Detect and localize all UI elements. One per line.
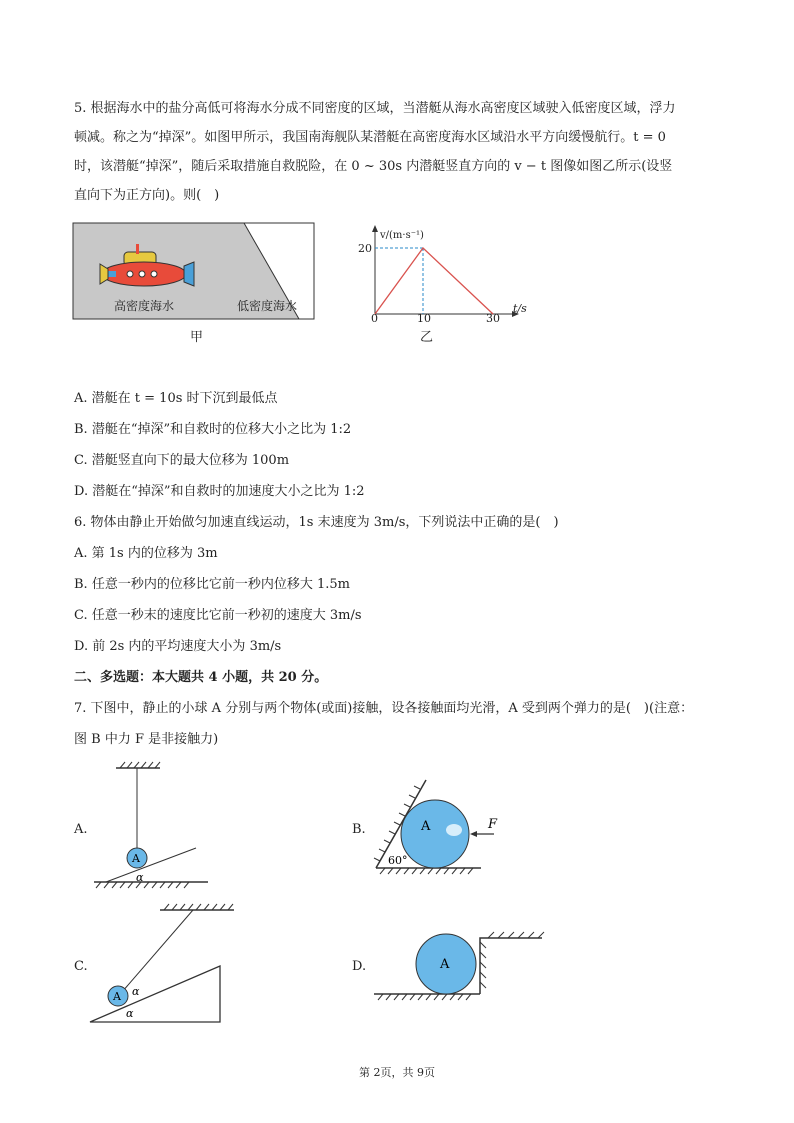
q6-option-b: B. 任意一秒内的位移比它前一秒内位移大 1.5m <box>74 577 350 592</box>
page-footer: 第 2页，共 9页 <box>359 1066 435 1079</box>
angle-alpha-1: α <box>132 985 140 998</box>
figure-a <box>92 760 212 890</box>
ball-a-label: A <box>440 957 450 972</box>
q5-line4: 直向下为正方向)。则( ) <box>74 188 220 203</box>
figure-jia <box>72 222 318 322</box>
y-axis-arrow <box>372 225 378 232</box>
q5-line3: 时，该潜艇“掉深”，随后采取措施自救脱险，在 0 ~ 30s 内潜艇竖直方向的 v − t 图像如图乙所示(设竖 <box>74 159 673 174</box>
fig-c-label: C. <box>74 959 88 974</box>
q5-option-d: D. 潜艇在“掉深”和自救时的加速度大小之比为 1:2 <box>74 484 365 499</box>
ball-a-label: A <box>132 852 140 865</box>
q6-option-c: C. 任意一秒末的速度比它前一秒初的速度大 3m/s <box>74 608 362 623</box>
figure-jia-caption: 甲 <box>190 330 204 345</box>
q6-option-a: A. 第 1s 内的位移为 3m <box>74 546 218 561</box>
q5-option-c: C. 潜艇竖直向下的最大位移为 100m <box>74 453 290 468</box>
x-tick-30: 30 <box>486 312 500 322</box>
ball-a-label: A <box>421 819 431 834</box>
force-label: F <box>488 817 498 832</box>
high-density-label: 高密度海水 <box>114 299 175 313</box>
y-axis-label: v/(m·s⁻¹) <box>380 230 424 241</box>
x-axis-label: t/s <box>513 302 527 315</box>
ball-a-label: A <box>113 990 121 1003</box>
ball-highlight <box>446 824 462 836</box>
fig-d-label: D. <box>352 959 367 974</box>
x-tick-10: 10 <box>417 312 431 322</box>
figure-yi-caption: 乙 <box>420 330 434 345</box>
origin-label: 0 <box>371 312 378 322</box>
q6-stem: 6. 物体由静止开始做匀加速直线运动，1s 末速度为 3m/s，下列说法中正确的是( ) <box>74 515 559 530</box>
fig-b-label: B. <box>352 822 366 837</box>
figure-yi <box>355 222 535 322</box>
q5-line2: 顿减。称之为“掉深”。如图甲所示，我国南海舰队某潜艇在高密度海水区域沿水平方向缓慢航行。t = 0 <box>74 130 666 145</box>
y-tick-20: 20 <box>358 242 372 255</box>
incline <box>106 848 196 882</box>
v-t-line <box>375 248 493 314</box>
step <box>480 938 542 994</box>
angle-alpha-2: α <box>126 1007 134 1020</box>
low-density-label: 低密度海水 <box>237 299 298 313</box>
q7-line2: 图 B 中力 F 是非接触力) <box>74 732 219 747</box>
string <box>122 910 193 992</box>
figure-d <box>370 926 548 1006</box>
section-heading: 二、多选题：本大题共 4 小题，共 20 分。 <box>74 670 328 685</box>
figure-b <box>366 774 516 884</box>
q5-option-b: B. 潜艇在“掉深”和自救时的位移大小之比为 1:2 <box>74 422 352 437</box>
q7-line1: 7. 下图中，静止的小球 A 分别与两个物体(或面)接触，设各接触面均光滑，A 受到两个弹力的是( )(注意： <box>74 701 694 716</box>
q5-line1: 5. 根据海水中的盐分高低可将海水分成不同密度的区域，当潜艇从海水高密度区域驶入低密度区域，浮力 <box>74 101 676 116</box>
fig-a-label: A. <box>74 822 88 837</box>
angle-60: 60° <box>388 854 408 867</box>
angle-alpha: α <box>136 871 144 884</box>
q5-option-a: A. 潜艇在 t = 10s 时下沉到最低点 <box>74 391 278 406</box>
figure-c <box>88 902 238 1030</box>
q6-option-d: D. 前 2s 内的平均速度大小为 3m/s <box>74 639 282 654</box>
